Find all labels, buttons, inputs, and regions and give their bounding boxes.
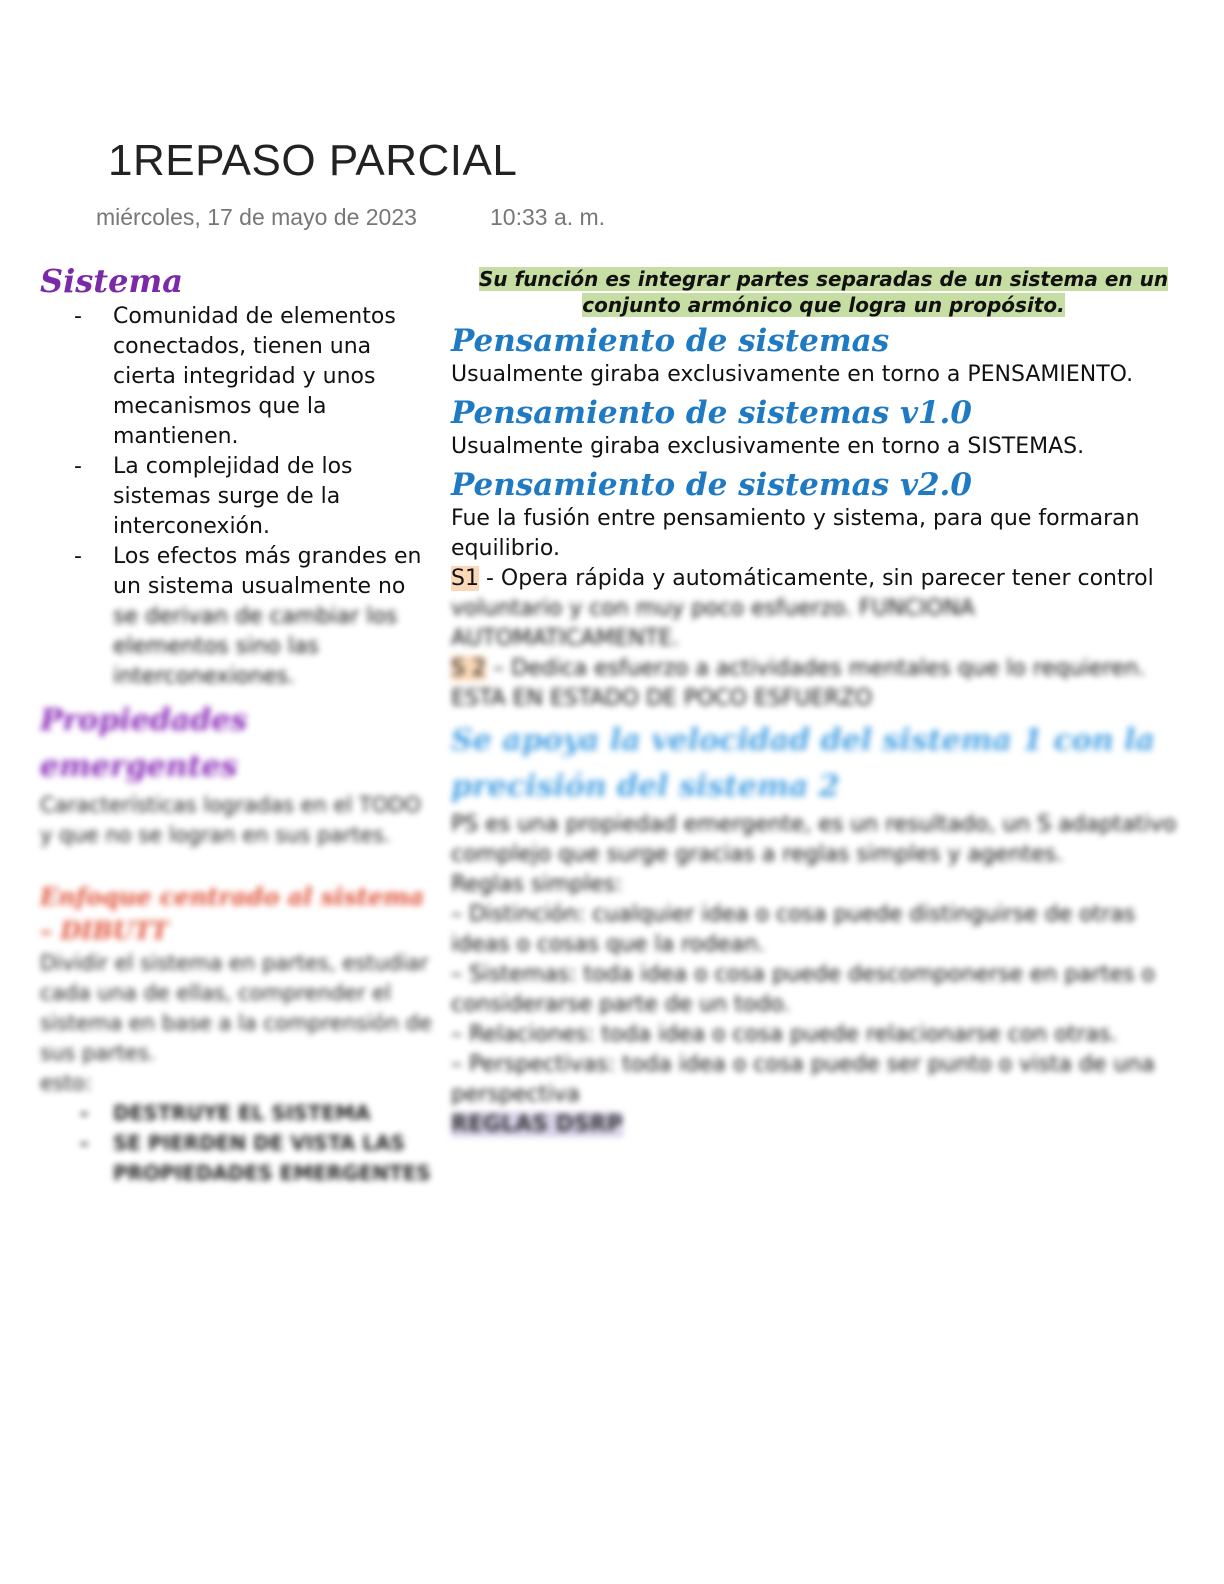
right-column <box>451 266 1196 1140</box>
enfoque-bullet-list <box>40 1098 435 1188</box>
ps-text: PS es una propiedad emergente, es un resultado, un S adaptativo complejo que surge gracias a reglas simples y agentes. <box>451 812 1177 867</box>
heading-velocidad-precision: Se apoya la velocidad del sistema 1 con la precisión del sistema 2 <box>451 723 1155 804</box>
left-column <box>40 262 435 1188</box>
page-title: 1REPASO PARCIAL <box>108 136 518 185</box>
bullet-text-blurred: se derivan de cambiar los elementos sino las interconexiones. <box>113 604 398 690</box>
list-item <box>40 542 435 692</box>
highlighted-banner-text: Su función es integrar partes separadas de un sistema en un conjunto armónico que logra un propósito. <box>478 267 1169 317</box>
heading-pensamiento: Pensamiento de sistemas <box>451 323 890 359</box>
sistema-bullet-list <box>40 302 435 692</box>
pensamiento-text: Usualmente giraba exclusivamente en torno a PENSAMIENTO. <box>451 362 1134 387</box>
regla-item: – Relaciones: toda idea o cosa puede relacionarse con otras. <box>451 1022 1118 1047</box>
reglas-tag-line <box>451 1110 1196 1140</box>
s2-text: – Dedica esfuerzo a actividades mentales que lo requieren. ESTA EN ESTADO DE POCO ESFUERZO <box>451 656 1146 711</box>
heading-pensamiento-v1: Pensamiento de sistemas v1.0 <box>451 395 972 431</box>
bullet-text: Los efectos más grandes en un sistema usualmente no <box>113 544 422 600</box>
s1-text: - Opera rápida y automáticamente, sin parecer tener control <box>478 566 1154 591</box>
pensamiento-v2-text: Fue la fusión entre pensamiento y sistema, para que formaran equilibrio. <box>451 506 1140 561</box>
heading-enfoque: Enfoque centrado al sistema – DIBUTT <box>40 882 425 946</box>
list-item <box>40 302 435 452</box>
heading-sistema: Sistema <box>40 262 184 300</box>
list-item: - SE PIERDEN DE VISTA LAS PROPIEDADES EMERGENTES <box>40 1128 435 1188</box>
pensamiento-v1-text: Usualmente giraba exclusivamente en torno a SISTEMAS. <box>451 434 1085 459</box>
s2-label: S 2 <box>451 656 486 681</box>
propiedades-text: Características logradas en el TODO y que no se logran en sus partes. <box>40 793 421 848</box>
regla-item: – Perspectivas: toda idea o cosa puede ser punto o vista de una perspectiva <box>451 1052 1155 1107</box>
bullet-text: Comunidad de elementos conectados, tienen una cierta integridad y unos mecanismos que la mantienen. <box>113 304 396 450</box>
reglas-label: Reglas simples: <box>451 872 623 897</box>
s1-label: S1 <box>451 566 479 591</box>
function-banner <box>451 266 1196 318</box>
list-item <box>40 452 435 542</box>
enfoque-label: esto: <box>40 1071 93 1096</box>
list-item: - DESTRUYE EL SISTEMA <box>40 1098 435 1128</box>
heading-propiedades-emergentes: Propiedades emergentes <box>40 703 248 785</box>
regla-item: – Distinción: cualquier idea o cosa puede distinguirse de otras ideas o cosas que la rodean. <box>451 902 1136 957</box>
regla-item: – Sistemas: toda idea o cosa puede descomponerse en partes o considerarse parte de un todo. <box>451 962 1155 1017</box>
s1-paragraph <box>451 564 1196 654</box>
page-date: miércoles, 17 de mayo de 2023 <box>96 204 417 230</box>
s2-paragraph <box>451 654 1196 714</box>
page-time: 10:33 a. m. <box>490 204 606 230</box>
enfoque-text: Dividir el sistema en partes, estudiar cada una de ellas, comprender el sistema en base a la comprensión de sus partes. <box>40 951 432 1066</box>
bullet-text: La complejidad de los sistemas surge de la interconexión. <box>113 454 353 540</box>
heading-pensamiento-v2: Pensamiento de sistemas v2.0 <box>451 467 972 503</box>
s1-text-blurred: voluntario y con muy poco esfuerzo. FUNCIONA AUTOMATICAMENTE. <box>451 596 975 651</box>
reglas-tag: REGLAS DSRP <box>451 1112 623 1137</box>
